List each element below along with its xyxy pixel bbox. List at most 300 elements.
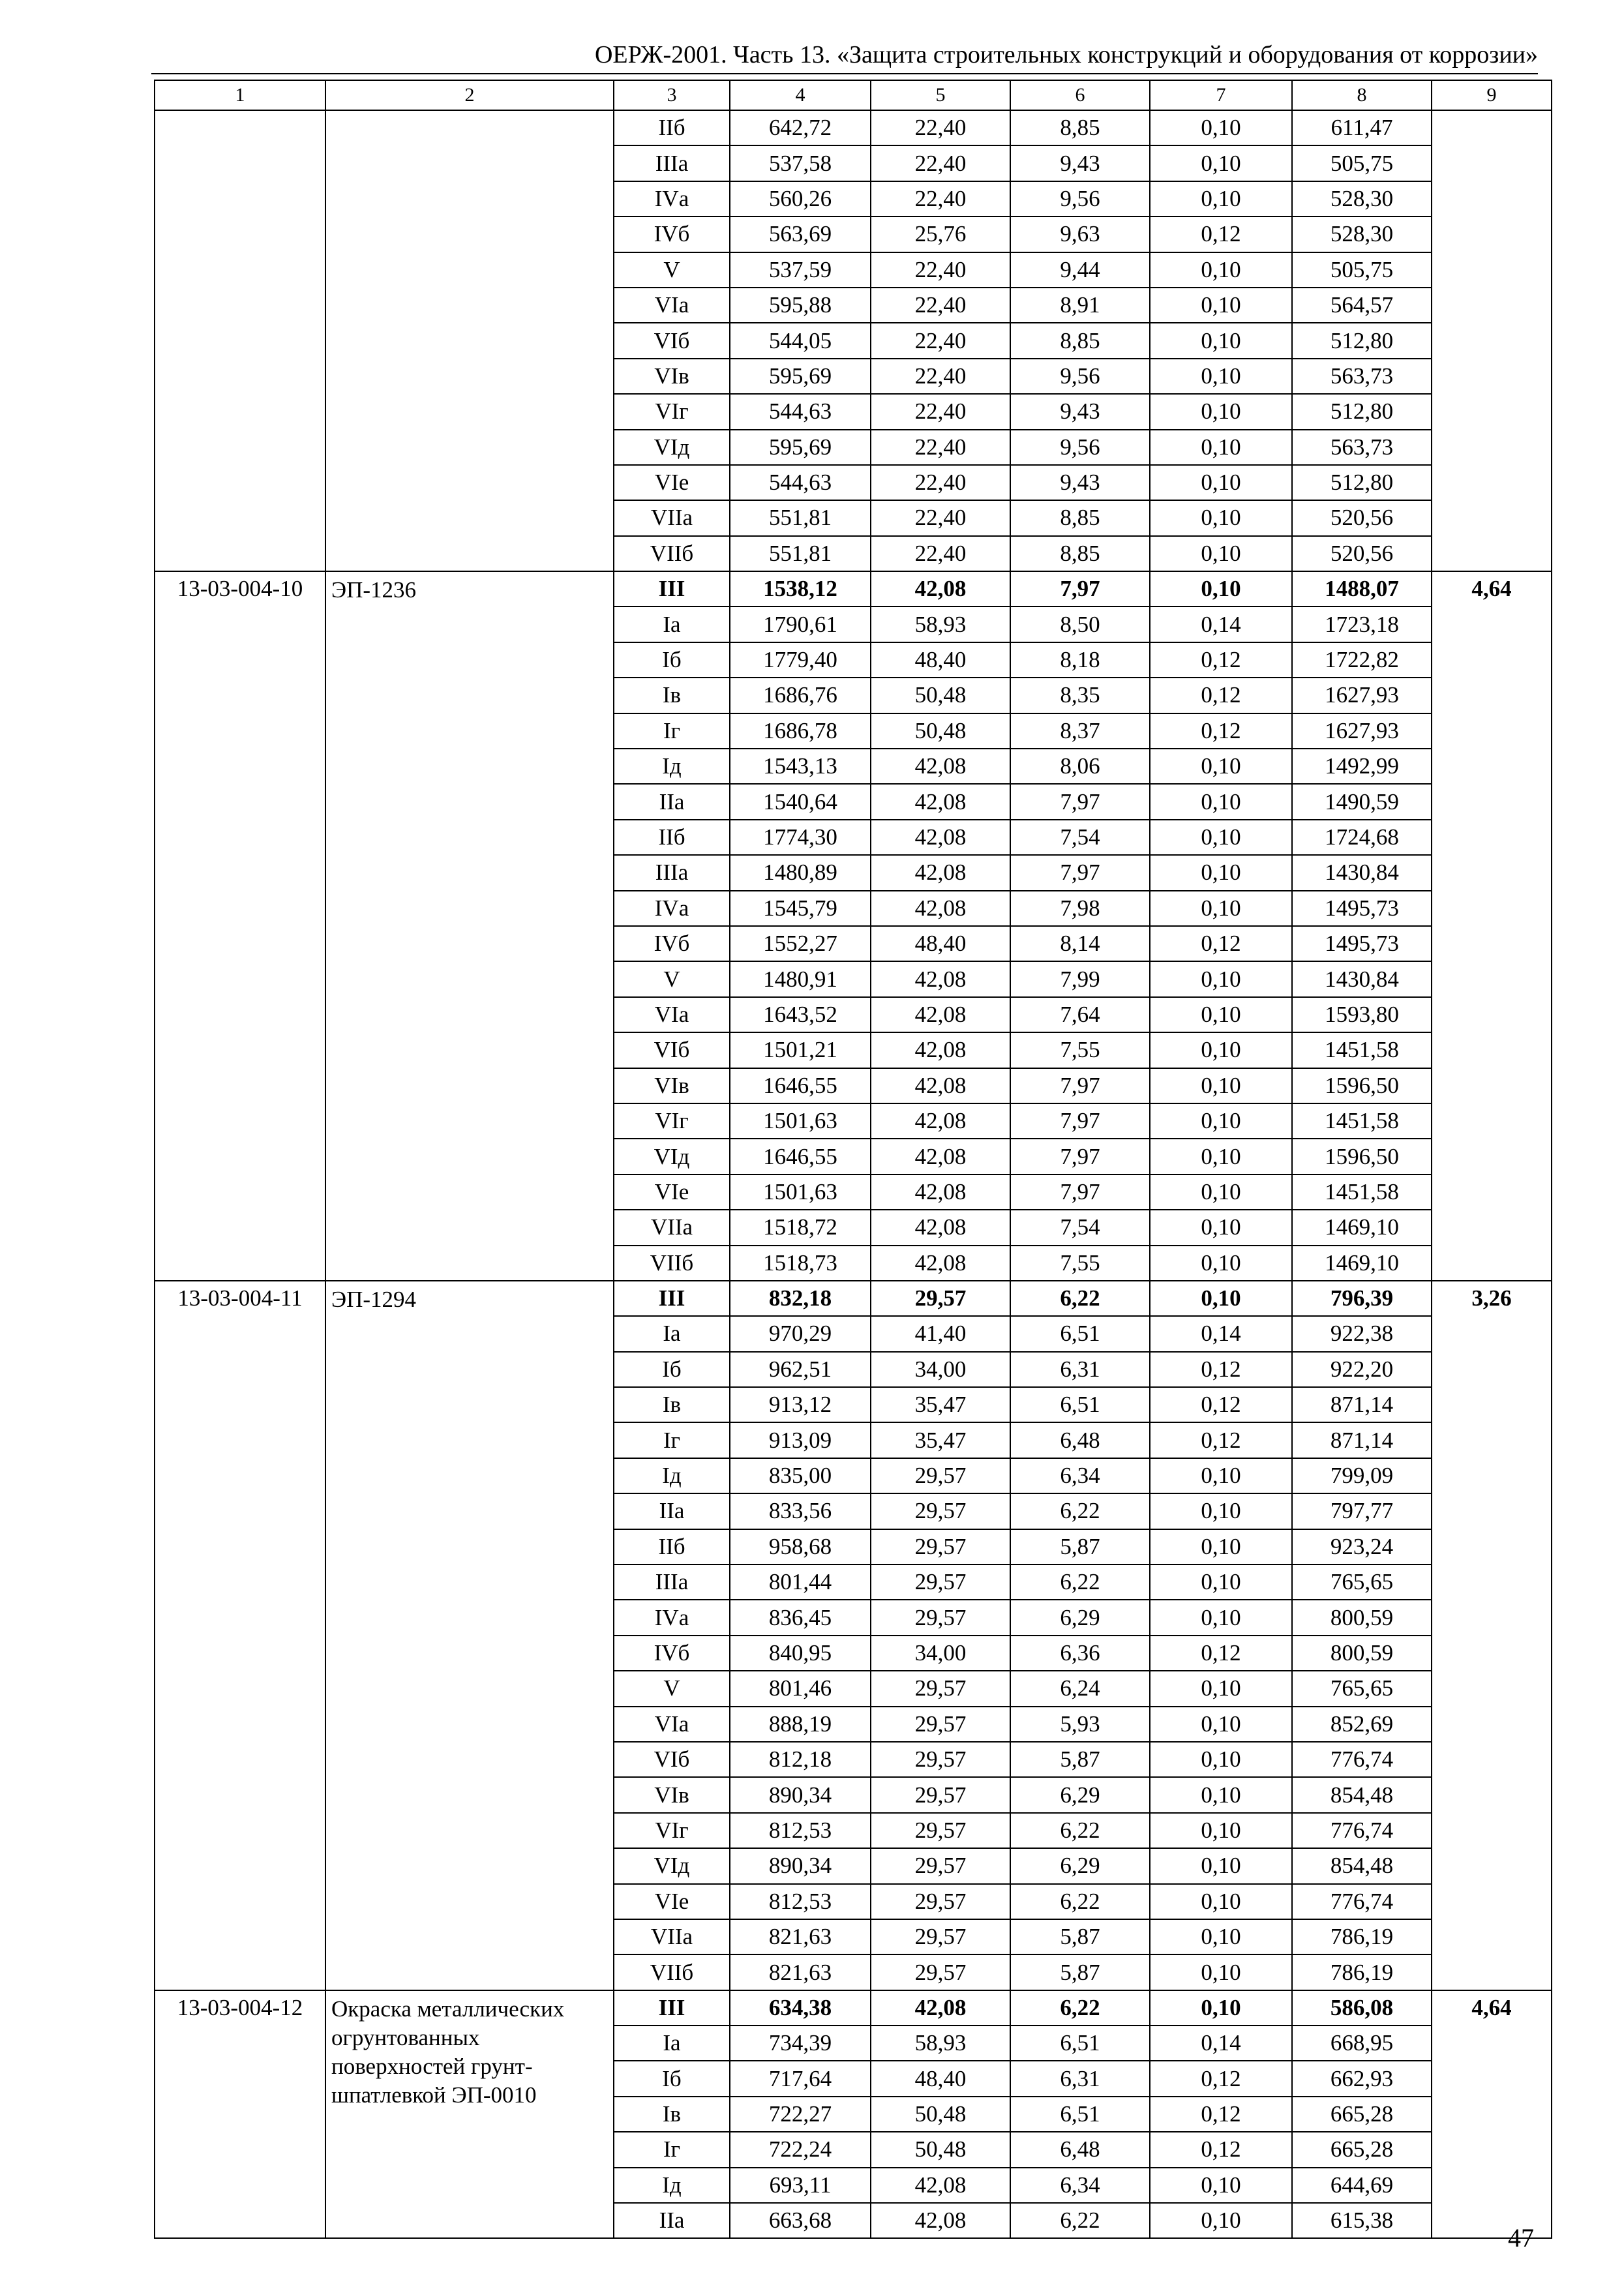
value-cell: 42,08 [871,855,1010,890]
zone-cell: Iб [614,642,730,678]
col9-cell [1432,110,1552,571]
value-cell: 833,56 [730,1493,871,1529]
zone-cell: VIд [614,1848,730,1883]
value-cell: 812,18 [730,1742,871,1777]
value-cell: 29,57 [871,1564,1010,1600]
value-cell: 800,59 [1292,1600,1432,1635]
value-cell: 1451,58 [1292,1174,1432,1210]
value-cell: 29,57 [871,1813,1010,1848]
value-cell: 50,48 [871,713,1010,749]
value-cell: 544,63 [730,465,871,500]
value-cell: 6,34 [1010,1458,1150,1493]
zone-cell: IIб [614,110,730,145]
value-cell: 1596,50 [1292,1068,1432,1103]
column-number-row [155,80,1552,110]
value-cell: 8,18 [1010,642,1150,678]
zone-cell: IVб [614,1636,730,1671]
value-cell: 0,10 [1150,2203,1292,2238]
value-cell: 1518,73 [730,1246,871,1281]
value-cell: 1593,80 [1292,997,1432,1032]
value-cell: 962,51 [730,1352,871,1387]
value-cell: 42,08 [871,2168,1010,2203]
value-cell: 0,10 [1150,1529,1292,1564]
table-row [155,571,1552,606]
zone-cell: VIе [614,1884,730,1919]
value-cell: 0,10 [1150,1032,1292,1068]
value-cell: 0,10 [1150,359,1292,394]
value-cell: 6,24 [1010,1671,1150,1706]
value-cell: 25,76 [871,217,1010,252]
zone-cell: VIIа [614,500,730,535]
col9-cell: 4,64 [1432,1990,1552,2239]
value-cell: 0,10 [1150,1139,1292,1174]
value-cell: 0,10 [1150,749,1292,784]
value-cell: 6,29 [1010,1777,1150,1812]
value-cell: 0,10 [1150,394,1292,429]
value-cell: 0,10 [1150,1671,1292,1706]
value-cell: 722,24 [730,2132,871,2167]
value-cell: 5,93 [1010,1707,1150,1742]
value-cell: 812,53 [730,1884,871,1919]
value-cell: 35,47 [871,1387,1010,1422]
value-cell: 0,10 [1150,1990,1292,2026]
table-row [155,1281,1552,1316]
zone-cell: VIб [614,1032,730,1068]
value-cell: 6,36 [1010,1636,1150,1671]
value-cell: 0,10 [1150,1068,1292,1103]
zone-cell: VIIб [614,1954,730,1990]
value-cell: 0,12 [1150,2097,1292,2132]
value-cell: 611,47 [1292,110,1432,145]
value-cell: 0,10 [1150,1210,1292,1245]
value-cell: 0,10 [1150,1458,1292,1493]
value-cell: 9,56 [1010,181,1150,217]
zone-cell: VIIб [614,536,730,571]
value-cell: 0,12 [1150,1352,1292,1387]
value-cell: 563,73 [1292,359,1432,394]
value-cell: 890,34 [730,1848,871,1883]
value-cell: 7,54 [1010,820,1150,855]
value-cell: 544,05 [730,323,871,358]
value-cell: 50,48 [871,2132,1010,2167]
value-cell: 801,44 [730,1564,871,1600]
value-cell: 0,10 [1150,1954,1292,1990]
value-cell: 6,22 [1010,1493,1150,1529]
value-cell: 8,85 [1010,323,1150,358]
zone-cell: VIе [614,1174,730,1210]
value-cell: 512,80 [1292,394,1432,429]
value-cell: 6,22 [1010,2203,1150,2238]
value-cell: 505,75 [1292,145,1432,181]
value-cell: 0,12 [1150,2061,1292,2096]
value-cell: 0,10 [1150,1848,1292,1883]
value-cell: 734,39 [730,2026,871,2061]
value-cell: 34,00 [871,1636,1010,1671]
zone-cell: Iв [614,2097,730,2132]
value-cell: 50,48 [871,678,1010,713]
value-cell: 520,56 [1292,500,1432,535]
value-cell: 0,10 [1150,252,1292,288]
zone-cell: IVа [614,891,730,926]
value-cell: 922,20 [1292,1352,1432,1387]
value-cell: 42,08 [871,1246,1010,1281]
value-cell: 22,40 [871,430,1010,465]
value-cell: 41,40 [871,1316,1010,1351]
value-cell: 693,11 [730,2168,871,2203]
value-cell: 776,74 [1292,1813,1432,1848]
column-number: 4 [730,80,871,110]
row-name: ЭП-1236 [325,571,614,1281]
value-cell: 796,39 [1292,1281,1432,1316]
value-cell: 1722,82 [1292,642,1432,678]
zone-cell: VIб [614,1742,730,1777]
zone-cell: IIб [614,1529,730,1564]
value-cell: 7,55 [1010,1032,1150,1068]
value-cell: 563,73 [1292,430,1432,465]
value-cell: 595,69 [730,430,871,465]
value-cell: 7,99 [1010,961,1150,996]
value-cell: 9,43 [1010,145,1150,181]
value-cell: 1686,76 [730,678,871,713]
zone-cell: IIIа [614,1564,730,1600]
value-cell: 615,38 [1292,2203,1432,2238]
value-cell: 1545,79 [730,891,871,926]
value-cell: 6,22 [1010,1281,1150,1316]
value-cell: 7,97 [1010,1139,1150,1174]
value-cell: 1492,99 [1292,749,1432,784]
value-cell: 1790,61 [730,606,871,642]
value-cell: 22,40 [871,288,1010,323]
value-cell: 6,51 [1010,1387,1150,1422]
value-cell: 8,85 [1010,536,1150,571]
zone-cell: IIIа [614,855,730,890]
value-cell: 7,98 [1010,891,1150,926]
value-cell: 854,48 [1292,1848,1432,1883]
value-cell: 1540,64 [730,784,871,819]
value-cell: 9,43 [1010,394,1150,429]
value-cell: 551,81 [730,536,871,571]
value-cell: 0,10 [1150,288,1292,323]
zone-cell: VIб [614,323,730,358]
value-cell: 42,08 [871,2203,1010,2238]
value-cell: 1501,63 [730,1103,871,1139]
value-cell: 29,57 [871,1884,1010,1919]
zone-cell: Iб [614,2061,730,2096]
value-cell: 7,97 [1010,571,1150,606]
value-cell: 6,29 [1010,1600,1150,1635]
value-cell: 9,56 [1010,430,1150,465]
value-cell: 0,10 [1150,1813,1292,1848]
value-cell: 22,40 [871,536,1010,571]
value-cell: 722,27 [730,2097,871,2132]
value-cell: 0,10 [1150,536,1292,571]
value-cell: 1451,58 [1292,1103,1432,1139]
zone-cell: IVа [614,181,730,217]
value-cell: 970,29 [730,1316,871,1351]
value-cell: 6,34 [1010,2168,1150,2203]
zone-cell: VIа [614,1707,730,1742]
value-cell: 8,06 [1010,749,1150,784]
zone-cell: VIа [614,997,730,1032]
value-cell: 42,08 [871,891,1010,926]
value-cell: 5,87 [1010,1919,1150,1954]
value-cell: 50,48 [871,2097,1010,2132]
value-cell: 0,14 [1150,2026,1292,2061]
value-cell: 7,97 [1010,1174,1150,1210]
value-cell: 34,00 [871,1352,1010,1387]
value-cell: 1627,93 [1292,678,1432,713]
zone-cell: IIIа [614,145,730,181]
value-cell: 7,97 [1010,1103,1150,1139]
value-cell: 1501,21 [730,1032,871,1068]
value-cell: 888,19 [730,1707,871,1742]
value-cell: 644,69 [1292,2168,1432,2203]
value-cell: 58,93 [871,2026,1010,2061]
zone-cell: IVб [614,217,730,252]
value-cell: 6,31 [1010,1352,1150,1387]
value-cell: 22,40 [871,181,1010,217]
value-cell: 505,75 [1292,252,1432,288]
value-cell: 42,08 [871,784,1010,819]
value-cell: 29,57 [871,1493,1010,1529]
value-cell: 6,22 [1010,1813,1150,1848]
zone-cell: VIд [614,1139,730,1174]
value-cell: 0,10 [1150,891,1292,926]
value-cell: 0,10 [1150,1564,1292,1600]
value-cell: 1480,89 [730,855,871,890]
page-header: ОЕРЖ-2001. Часть 13. «Защита строительных конструкций и оборудования от коррозии» [594,41,1538,68]
value-cell: 6,22 [1010,1884,1150,1919]
value-cell: 528,30 [1292,217,1432,252]
zone-cell: V [614,1671,730,1706]
zone-cell: Iг [614,713,730,749]
value-cell: 42,08 [871,1174,1010,1210]
value-cell: 6,31 [1010,2061,1150,2096]
value-cell: 835,00 [730,1458,871,1493]
column-number: 8 [1292,80,1432,110]
zone-cell: Iв [614,1387,730,1422]
value-cell: 786,19 [1292,1954,1432,1990]
zone-cell: V [614,252,730,288]
value-cell: 1451,58 [1292,1032,1432,1068]
value-cell: 662,93 [1292,2061,1432,2096]
value-cell: 665,28 [1292,2097,1432,2132]
value-cell: 642,72 [730,110,871,145]
zone-cell: VIв [614,1068,730,1103]
value-cell: 48,40 [871,2061,1010,2096]
value-cell: 1723,18 [1292,606,1432,642]
zone-cell: Iд [614,1458,730,1493]
value-cell: 22,40 [871,500,1010,535]
column-number: 9 [1432,80,1552,110]
value-cell: 6,22 [1010,1990,1150,2026]
value-cell: 0,12 [1150,1422,1292,1458]
value-cell: 537,59 [730,252,871,288]
value-cell: 6,48 [1010,2132,1150,2167]
value-cell: 42,08 [871,1032,1010,1068]
value-cell: 0,10 [1150,855,1292,890]
value-cell: 6,51 [1010,1316,1150,1351]
row-code [155,110,325,571]
value-cell: 871,14 [1292,1422,1432,1458]
value-cell: 29,57 [871,1848,1010,1883]
value-cell: 1518,72 [730,1210,871,1245]
value-cell: 6,22 [1010,1564,1150,1600]
value-cell: 22,40 [871,359,1010,394]
value-cell: 8,14 [1010,926,1150,961]
value-cell: 1538,12 [730,571,871,606]
value-cell: 29,57 [871,1777,1010,1812]
value-cell: 840,95 [730,1636,871,1671]
value-cell: 717,64 [730,2061,871,2096]
value-cell: 7,97 [1010,855,1150,890]
zone-cell: Iа [614,606,730,642]
value-cell: 42,08 [871,961,1010,996]
value-cell: 563,69 [730,217,871,252]
value-cell: 0,10 [1150,323,1292,358]
value-cell: 799,09 [1292,1458,1432,1493]
value-cell: 551,81 [730,500,871,535]
row-name: ЭП-1294 [325,1281,614,1990]
value-cell: 663,68 [730,2203,871,2238]
zone-cell: IIа [614,1493,730,1529]
value-cell: 29,57 [871,1529,1010,1564]
value-cell: 0,10 [1150,1493,1292,1529]
value-cell: 0,10 [1150,1600,1292,1635]
value-cell: 1596,50 [1292,1139,1432,1174]
value-cell: 544,63 [730,394,871,429]
value-cell: 9,44 [1010,252,1150,288]
value-cell: 765,65 [1292,1564,1432,1600]
value-cell: 560,26 [730,181,871,217]
value-cell: 8,91 [1010,288,1150,323]
value-cell: 35,47 [871,1422,1010,1458]
value-cell: 0,10 [1150,465,1292,500]
value-cell: 0,10 [1150,1174,1292,1210]
col9-cell: 4,64 [1432,571,1552,1281]
value-cell: 854,48 [1292,1777,1432,1812]
zone-cell: VIIа [614,1919,730,1954]
value-cell: 22,40 [871,323,1010,358]
value-cell: 1627,93 [1292,713,1432,749]
value-cell: 0,12 [1150,2132,1292,2167]
table-row [155,1990,1552,2026]
value-cell: 0,12 [1150,642,1292,678]
value-cell: 1543,13 [730,749,871,784]
zone-cell: Iд [614,749,730,784]
value-cell: 42,08 [871,1210,1010,1245]
value-cell: 634,38 [730,1990,871,2026]
value-cell: 1724,68 [1292,820,1432,855]
value-cell: 0,14 [1150,1316,1292,1351]
zone-cell: VIв [614,359,730,394]
zone-cell: VIа [614,288,730,323]
value-cell: 913,12 [730,1387,871,1422]
row-name: Окраска металлических огрунтованных поверхностей грунт-шпатлевкой ЭП-0010 [325,1990,614,2239]
column-number: 2 [325,80,614,110]
value-cell: 8,50 [1010,606,1150,642]
value-cell: 0,10 [1150,181,1292,217]
value-cell: 29,57 [871,1671,1010,1706]
value-cell: 801,46 [730,1671,871,1706]
value-cell: 5,87 [1010,1529,1150,1564]
value-cell: 0,12 [1150,1387,1292,1422]
value-cell: 528,30 [1292,181,1432,217]
value-cell: 0,10 [1150,1246,1292,1281]
value-cell: 1488,07 [1292,571,1432,606]
value-cell: 1490,59 [1292,784,1432,819]
zone-cell: Iг [614,2132,730,2167]
value-cell: 8,85 [1010,500,1150,535]
value-cell: 0,14 [1150,606,1292,642]
value-cell: 6,51 [1010,2097,1150,2132]
value-cell: 9,56 [1010,359,1150,394]
value-cell: 1779,40 [730,642,871,678]
value-cell: 29,57 [871,1954,1010,1990]
value-cell: 0,12 [1150,713,1292,749]
value-cell: 0,10 [1150,820,1292,855]
zone-cell: III [614,571,730,606]
value-cell: 6,48 [1010,1422,1150,1458]
value-cell: 0,10 [1150,571,1292,606]
value-cell: 1501,63 [730,1174,871,1210]
value-cell: 5,87 [1010,1742,1150,1777]
value-cell: 6,51 [1010,2026,1150,2061]
zone-cell: VIг [614,1813,730,1848]
value-cell: 922,38 [1292,1316,1432,1351]
value-cell: 8,37 [1010,713,1150,749]
zone-cell: Iб [614,1352,730,1387]
value-cell: 821,63 [730,1919,871,1954]
value-cell: 800,59 [1292,1636,1432,1671]
value-cell: 7,97 [1010,784,1150,819]
zone-cell: Iд [614,2168,730,2203]
value-cell: 665,28 [1292,2132,1432,2167]
value-cell: 821,63 [730,1954,871,1990]
row-code: 13-03-004-12 [155,1990,325,2239]
value-cell: 1646,55 [730,1139,871,1174]
value-cell: 6,29 [1010,1848,1150,1883]
value-cell: 776,74 [1292,1884,1432,1919]
value-cell: 668,95 [1292,2026,1432,2061]
value-cell: 0,10 [1150,1919,1292,1954]
column-number: 3 [614,80,730,110]
row-name [325,110,614,571]
value-cell: 7,55 [1010,1246,1150,1281]
value-cell: 22,40 [871,465,1010,500]
value-cell: 48,40 [871,642,1010,678]
zone-cell: III [614,1281,730,1316]
col9-cell: 3,26 [1432,1281,1552,1990]
zone-cell: III [614,1990,730,2026]
table-row [155,110,1552,145]
value-cell: 8,85 [1010,110,1150,145]
value-cell: 9,43 [1010,465,1150,500]
value-cell: 1495,73 [1292,891,1432,926]
value-cell: 0,10 [1150,1884,1292,1919]
value-cell: 8,35 [1010,678,1150,713]
value-cell: 871,14 [1292,1387,1432,1422]
value-cell: 42,08 [871,571,1010,606]
value-cell: 7,54 [1010,1210,1150,1245]
value-cell: 0,10 [1150,500,1292,535]
price-table [154,80,1552,2239]
value-cell: 22,40 [871,252,1010,288]
zone-cell: Iа [614,2026,730,2061]
value-cell: 42,08 [871,997,1010,1032]
zone-cell: Iв [614,678,730,713]
zone-cell: VIIа [614,1210,730,1245]
